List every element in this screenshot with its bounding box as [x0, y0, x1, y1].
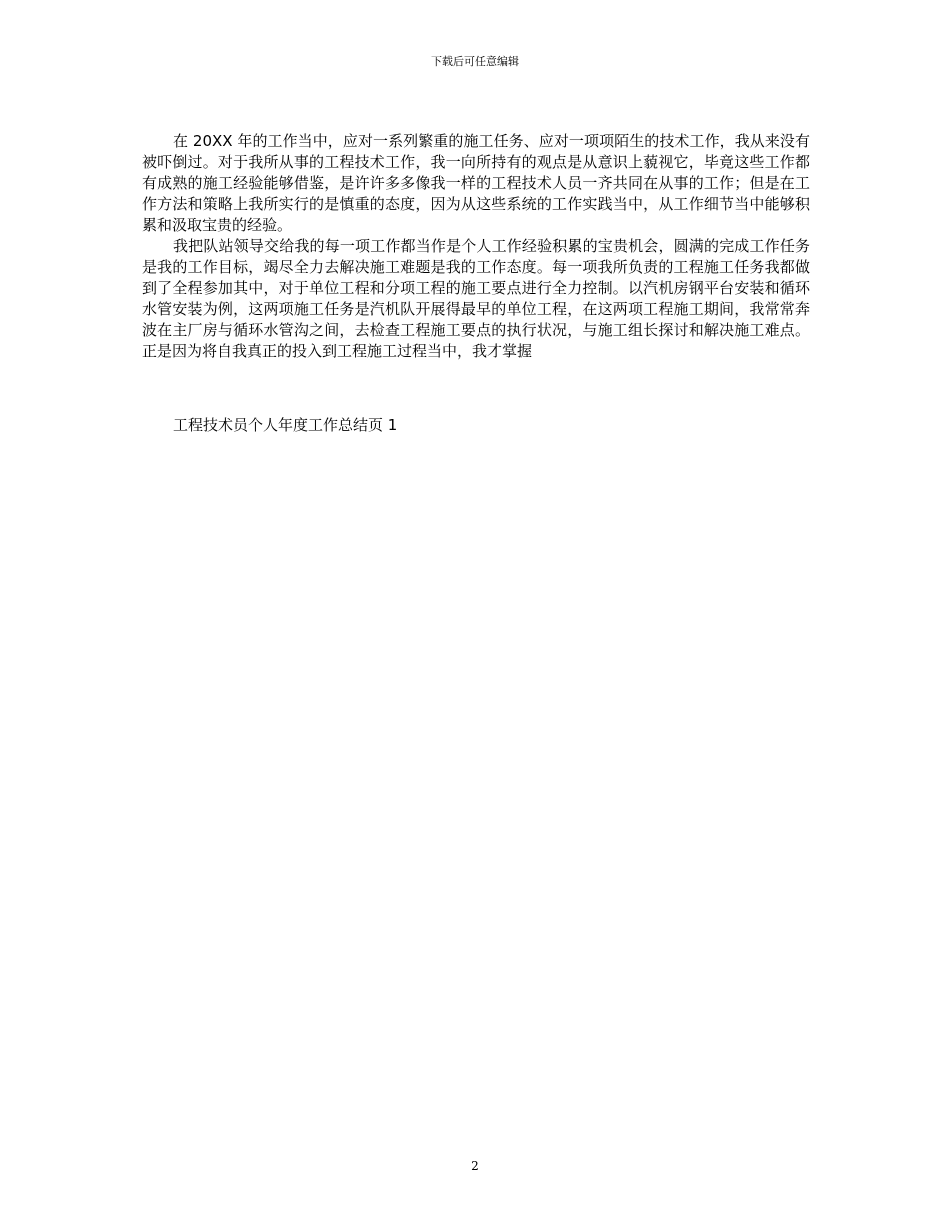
paragraph-text: 工程技术员个人年度工作总结页 1: [173, 416, 398, 434]
paragraph-text: 我把队站领导交给我的每一项工作都当作是个人工作经验积累的宝贵机会，圆满的完成工作任务是我的工作目标，竭尽全力去解决施工难题是我的工作态度。每一项我所负责的工程施工任务我都做到了全程参加其中，对于单位工程和分项工程的施工要点进行全力控制。以汽机房钢平台安装和循环水管安装为例，这两项施工任务是汽机队开展得最早的单位工程，在这两项工程施工期间，我常常奔波在主厂房与循环水管沟之间，去检查工程施工要点的执行状况，与施工组长探讨和解决施工难点。正是因为将自我真正的投入到工程施工过程当中，我才掌握: [142, 237, 810, 360]
body-paragraph-3: [142, 415, 810, 436]
body-paragraph-1: [142, 131, 810, 236]
page-header: 下载后可任意编辑: [431, 55, 519, 68]
paragraph-text: 在 20XX 年的工作当中，应对一系列繁重的施工任务、应对一项项陌生的技术工作，我从来没有被吓倒过。对于我所从事的工程技术工作，我一向所持有的观点是从意识上藐视它，毕竟这些工作都有成熟的施工经验能够借鉴，是许许多多像我一样的工程技术人员一齐共同在从事的工作；但是在工作方法和策略上我所实行的是慎重的态度，因为从这些系统的工作实践当中，从工作细节当中能够积累和汲取宝贵的经验。: [142, 132, 810, 234]
page-number: 2: [471, 1159, 479, 1173]
body-paragraph-2: [142, 236, 810, 362]
